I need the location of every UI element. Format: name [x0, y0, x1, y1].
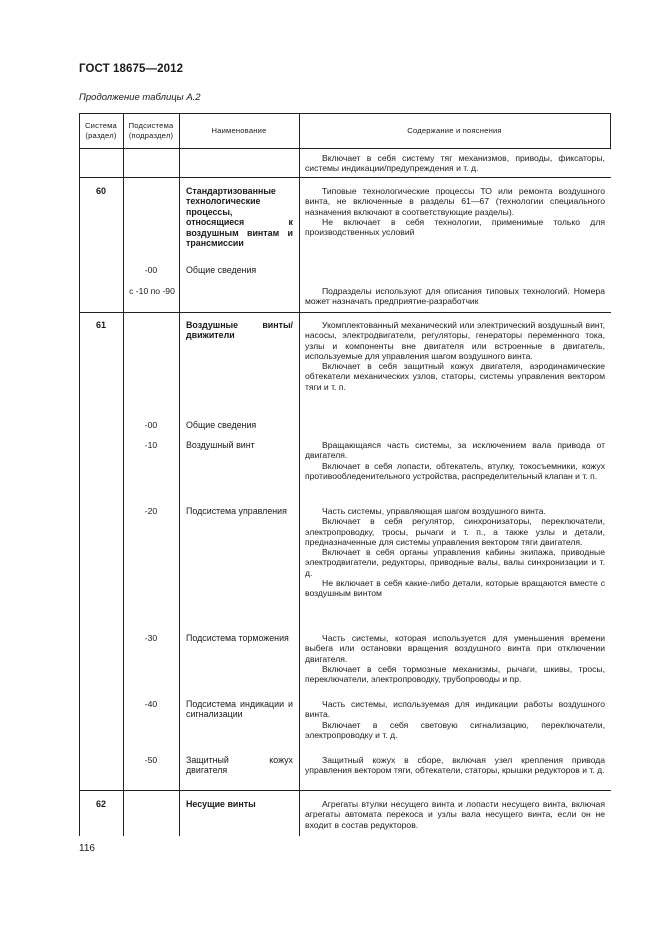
row-description: Подразделы используют для описания типовых технологий. Номера может назначать предприятие-разработчик — [305, 286, 605, 307]
system-number: 61 — [95, 320, 106, 330]
row-description: Защитный кожух в сборе, включая узел крепления привода управления вектором тяги, обтекатели, статоры, крышки редукторов и т. д. — [305, 755, 605, 776]
subsystem-code: -20 — [144, 506, 158, 516]
row-description: Вращающаяся часть системы, за исключением вала привода от двигателя. Включает в себя лопасти, обтекатель, втулку, токосъемники, кожух противообледенительного устройства, распределительный клапан и т. п. — [305, 440, 605, 481]
subsystem-name: Общие сведения — [186, 420, 257, 430]
row-description: Часть системы, которая используется для уменьшения времени выбега или остановки вращения воздушного винта при отключении двигателя. Включает в себя тормозные механизмы, рычаги, шкивы, тросы, переключатели, электропроводку, трубопроводы и пр. — [305, 633, 605, 685]
subsystem-code: с -10 по -90 — [129, 286, 175, 296]
row-description: Часть системы, управляющая шагом воздушного винта. Включает в себя регулятор, синхронизаторы, переключатели, электропроводку, тросы, рычаги и т. п., а также узлы и детали, предназначенные для системы управления вектором тяги двигателя. Включает в себя органы управления кабины экипажа, приводные электродвигатели, редукторы, приводные валы, валы синхронизации и т. д. Не включает в себя какие-либо детали, которые вращаются вместе с воздушным винтом — [305, 506, 605, 599]
subsystem-name: Подсистема торможения — [186, 633, 289, 643]
column-header-name: Наименование — [211, 125, 267, 135]
subsystem-code: -00 — [144, 420, 158, 430]
system-name: Стандартизованные технологические процессы, относящиеся к воздушным винтам и трансмиссии — [186, 186, 293, 249]
row-separator — [79, 177, 611, 178]
subsystem-name: Защитный кожух двигателя — [186, 755, 293, 776]
row-description: Включает в себя систему тяг механизмов, приводы, фиксаторы, системы индикации/предупреждения и т. д. — [305, 153, 605, 174]
column-header-description: Содержание и пояснения — [407, 125, 502, 135]
classification-table — [79, 113, 611, 836]
subsystem-name: Воздушный винт — [186, 440, 255, 450]
system-number: 62 — [95, 799, 106, 809]
subsystem-name: Подсистема индикации и сигнализации — [186, 699, 293, 720]
document-title: ГОСТ 18675—2012 — [79, 63, 184, 75]
system-name: Воздушные винты/движители — [186, 320, 293, 341]
page-number: 116 — [79, 843, 95, 854]
column-divider — [179, 113, 180, 836]
table-caption: Продолжение таблицы А.2 — [79, 92, 201, 103]
column-header-subsystem: Подсистема (подраздел) — [128, 120, 174, 140]
subsystem-code: -40 — [144, 699, 158, 709]
subsystem-name: Подсистема управления — [186, 506, 287, 516]
column-divider — [299, 113, 300, 836]
column-header-system: Система (раздел) — [85, 120, 117, 140]
row-description: Типовые технологические процессы ТО или ремонта воздушного винта, не включенные в разделы 61—67 (технологии специального назначения включают в соответствующие разделы). Не включает в себя технологии, применимые только для производственных условий — [305, 186, 605, 238]
subsystem-code: -00 — [144, 265, 158, 275]
subsystem-code: -10 — [144, 440, 158, 450]
row-separator — [79, 790, 611, 791]
row-separator — [79, 312, 611, 313]
table-border-left — [79, 113, 80, 836]
column-divider — [123, 113, 124, 836]
row-description: Укомплектованный механический или электрический воздушный винт, насосы, электродвигатели, регуляторы, генераторы переменного тока, узлы и компоненты вне двигателя или встроенные в двигатель, используемые для управления шагом воздушного винта. Включает в себя защитный кожух двигателя, аэродинамические обтекатели механических узлов, статоры, системы управления вектором тяги и т. п. — [305, 320, 605, 392]
row-description: Часть системы, используемая для индикации работы воздушного винта. Включает в себя световую сигнализацию, переключатели, электропроводку и т. д. — [305, 699, 605, 740]
subsystem-code: -30 — [144, 633, 158, 643]
table-border-right — [610, 113, 611, 148]
header-separator — [79, 148, 611, 149]
system-number: 60 — [95, 186, 106, 196]
subsystem-name: Общие сведения — [186, 265, 257, 275]
subsystem-code: -50 — [144, 755, 158, 765]
system-name: Несущие винты — [186, 799, 256, 809]
row-description: Агрегаты втулки несущего винта и лопасти несущего винта, включая агрегаты автомата перекоса и узлы вала несущего винта, если он не входит в состав редукторов. — [305, 799, 605, 830]
